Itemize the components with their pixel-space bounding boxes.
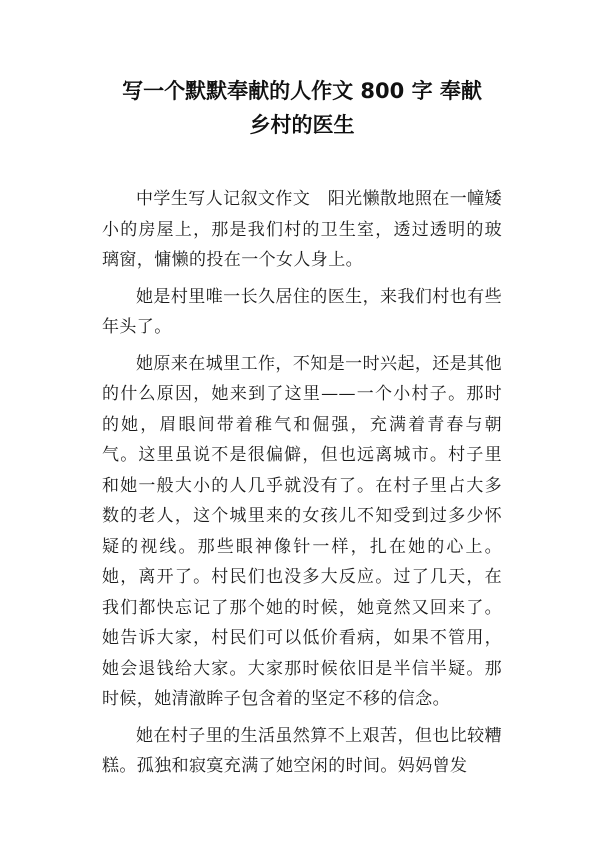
title-line-1: 写一个默默奉献的人作文 800 字 奉献	[122, 79, 482, 103]
document-body	[102, 184, 502, 782]
paragraph-2: 她是村里唯一长久居住的医生，来我们村也有些年头了。	[102, 286, 502, 337]
paragraph-3: 她原来在城里工作，不知是一时兴起，还是其他的什么原因，她来到了这里——一个小村子。那时的她，眉眼间带着稚气和倔强，充满着青春与朝气。这里虽说不是很偏僻，但也远离城市。村子里和她一般大小的人几乎就没有了。在村子里占大多数的老人，这个城里来的女孩儿不知受到过多少怀疑的视线。那些眼神像针一样，扎在她的心上。她，离开了。村民们也没多大反应。过了几天，在我们都快忘记了那个她的时候，她竟然又回来了。她告诉大家，村民们可以低价看病，如果不管用，她会退钱给大家。大家那时候依旧是半信半疑。那时候，她清澈眸子包含着的坚定不移的信念。	[102, 353, 502, 709]
paragraph-4: 她在村子里的生活虽然算不上艰苦，但也比较糟糕。孤独和寂寞充满了她空闲的时间。妈妈曾发	[102, 725, 502, 776]
title-line-2: 乡村的医生	[249, 113, 355, 137]
paragraph-1: 中学生写人记叙文作文 阳光懒散地照在一幢矮小的房屋上，那是我们村的卫生室，透过透明的玻璃窗，慵懒的投在一个女人身上。	[102, 189, 502, 270]
document-title	[102, 74, 502, 142]
